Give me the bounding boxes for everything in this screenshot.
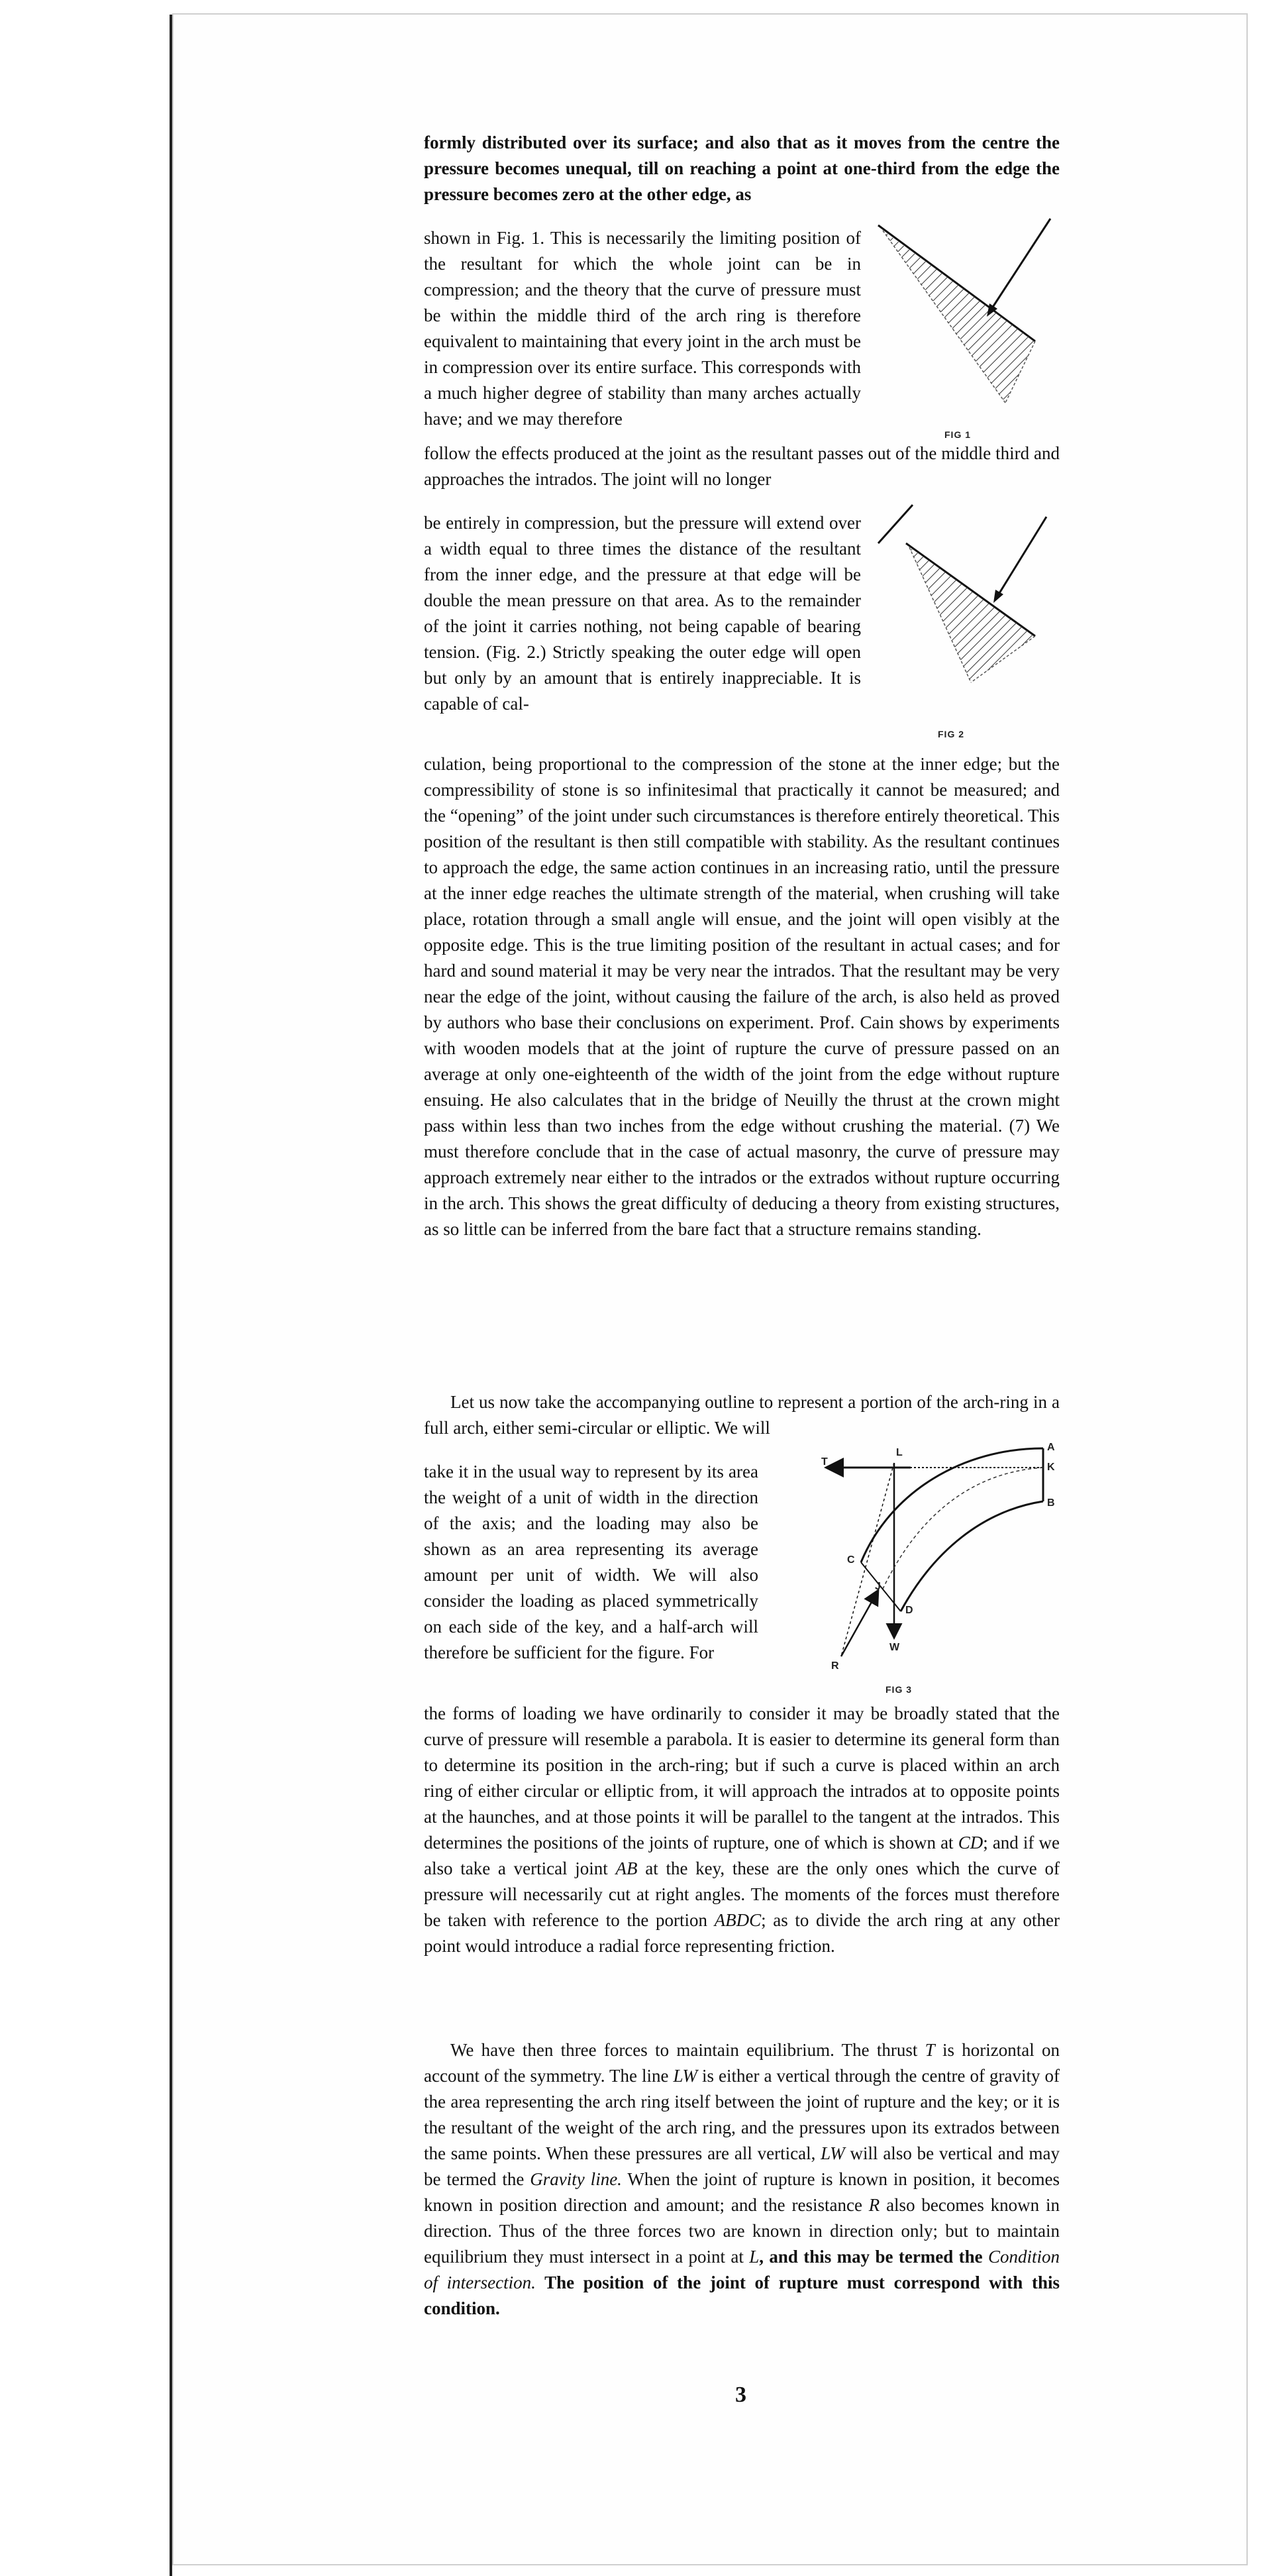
paragraph-3-g: , and this may be termed the (759, 2247, 988, 2267)
paragraph-1-mid (424, 441, 1060, 492)
figure-3-drawing (765, 1438, 1063, 1703)
figure-3-letter-j: J (875, 1581, 882, 1592)
left-margin-strip (0, 0, 172, 2576)
figure-2-label: FIG 2 (938, 729, 965, 739)
paragraph-3-d: will also be vertical and may be termed the (424, 2143, 1060, 2189)
paragraph-1-top-text: formly distributed over its surface; and also that as it moves from the centre the pressure becomes unequal, till on reaching a point at one-third from the edge the pressure becomes zero at the other edge, as (424, 133, 1060, 204)
figure-1-label: FIG 1 (944, 429, 972, 440)
figure-3-letter-d: D (905, 1605, 914, 1616)
figure-3-label: FIG 3 (885, 1684, 913, 1695)
figure-3-letter-b: B (1047, 1497, 1056, 1509)
paragraph-2-wrap-fig3 (424, 1441, 758, 1684)
paragraph-1-mid-text: follow the effects produced at the joint as the resultant passes out of the middle third and approaches the intrados. The joint will no longer (424, 443, 1060, 489)
paragraph-1-wrap-fig1 (424, 207, 861, 450)
page-number: 3 (735, 2383, 746, 2407)
paragraph-2-bottom-c: at the key, these are the only ones which the curve of pressure will necessarily cut at right angles. The moments of the forces must therefore be taken with reference to the portion (424, 1858, 1060, 1930)
paragraph-3 (424, 2037, 1060, 2322)
figure-3-letter-c: C (847, 1554, 856, 1566)
paragraph-1-top (424, 130, 1060, 207)
figure-3-letter-r: R (831, 1660, 840, 1672)
paragraph-3-e: When the joint of rupture is known in position, it becomes known in position direction and amount; and the resistance (424, 2169, 1060, 2215)
figure-3-letter-w: W (889, 1642, 901, 1653)
top-frame (170, 0, 1261, 15)
paragraph-2-bottom-b: ; and if we also take a vertical joint (424, 1833, 1060, 1878)
figure-2-drawing (873, 504, 1058, 729)
figure-3-letter-l: L (896, 1447, 903, 1458)
paragraph-3-b: is horizontal on account of the symmetry. The line (424, 2040, 1060, 2086)
paragraph-2-bottom-d: ; as to divide the arch ring at any other point would introduce a radial force representing friction. (424, 1910, 1060, 1956)
figure-3-letter-k: K (1047, 1462, 1056, 1473)
figure-3-letter-t: T (821, 1456, 829, 1468)
paragraph-3-f: also becomes known in direction. Thus of the three forces two are known in direction only; but to maintain equilibrium they must intersect in a point at (424, 2195, 1060, 2267)
symbol-t: T (925, 2040, 935, 2060)
symbol-r: R (868, 2195, 880, 2215)
term-condition-of-intersection: Condition of intersection. (424, 2247, 1060, 2292)
paragraph-2-top (424, 1389, 1060, 1441)
figure-3-letter-a: A (1047, 1442, 1056, 1453)
paragraph-2-bottom (424, 1701, 1060, 1959)
paragraph-3-c: is either a vertical through the centre of gravity of the area representing the arch ring itself between the joint of rupture and the key; or it is the resultant of the weight of the arch ring, and the pressures upon its extrados between the same points. When these pressures are all vertical, (424, 2066, 1060, 2163)
paragraph-2-bottom-a: the forms of loading we have ordinarily to consider it may be broadly stated that the curve of pressure will resemble a parabola. It is easier to determine its general form than to determine its position in the arch-ring; but if such a curve is placed within an arch ring of either circular or elliptic from, it will approach the intrados at to opposite points at the haunches, and at those points it will be parallel to the tangent at the intrados. This determines the positions of the joints of rupture, one of which is shown at (424, 1703, 1060, 1852)
figure-1-drawing (873, 211, 1058, 436)
figure-1 (873, 211, 1058, 440)
paragraph-1-bottom (424, 751, 1060, 1242)
term-gravity-line: Gravity line. (530, 2169, 622, 2189)
paragraph-3-h: The position of the joint of rupture must correspond with this condition. (424, 2273, 1060, 2318)
figure-3 (765, 1438, 1063, 1703)
paragraph-1-wrap-fig2-text: be entirely in compression, but the pressure will extend over a width equal to three times the distance of the resultant from the inner edge, and the pressure at that edge will be double the mean pressure on that area. As to the remainder of the joint it carries nothing, not being capable of bearing tension. (Fig. 2.) Strictly speaking the outer edge will open but only by an amount that is entirely inappreciable. It is capable of cal- (424, 513, 861, 714)
symbol-lw: LW (673, 2066, 698, 2086)
paragraph-1-wrap-fig1-text: shown in Fig. 1. This is necessarily the limiting position of the resultant for which the whole joint can be in compression; and the theory that the curve of pressure must be within the middle third of the arch ring is therefore equivalent to maintaining that every joint in the arch must be in compression over its entire surface. This corresponds with a much higher degree of stability than many arches actually have; and we may therefore (424, 228, 861, 429)
symbol-abdc: ABDC (714, 1910, 762, 1930)
paragraph-2-bottom-text (424, 1701, 1060, 1959)
symbol-lw-2: LW (821, 2143, 845, 2163)
figure-2 (873, 504, 1058, 739)
paragraph-2-wrap-fig3-text: take it in the usual way to represent by its area the weight of a unit of width in the direction of the axis; and the loading may also be shown as an area representing its average amount per unit of width. We will also consider the loading as placed symmetrically on each side of the key, and a half-arch will therefore be sufficient for the figure. For (424, 1462, 758, 1662)
paragraph-1-wrap-fig2 (424, 492, 861, 735)
symbol-ab: AB (615, 1858, 638, 1878)
paragraph-2-top-text: Let us now take the accompanying outline to represent a portion of the arch-ring in a full arch, either semi-circular or elliptic. We will (424, 1392, 1060, 1438)
paragraph-3-a: We have then three forces to maintain equilibrium. The thrust (450, 2040, 925, 2060)
symbol-l: L (749, 2247, 760, 2267)
paragraph-3-text (424, 2037, 1060, 2322)
paragraph-1-bottom-text: culation, being proportional to the compression of the stone at the inner edge; but the compressibility of stone is so infinitesimal that practically it cannot be measured; and the “opening” of the joint under such circumstances is therefore entirely theoretical. This position of the resultant is then still compatible with stability. As the resultant continues to approach the edge, the same action continues in an increasing ratio, until the pressure at the inner edge reaches the ultimate strength of the material, when crushing will take place, rotation through a small angle will ensue, and the joint will open visibly at the opposite edge. This is the true limiting position of the resultant in actual cases; and for hard and sound material it may be very near the intrados. That the resultant may be very near the edge of the joint, without causing the failure of the arch, is also held as proved by authors who base their conclusions on experiment. Prof. Cain shows by experiments with wooden models that at the joint of rupture the curve of pressure passed on an average at only one-eighteenth of the width of the joint from the edge without rupture ensuing. He also calculates that in the bridge of Neuilly the thrust at the crown might pass within less than two inches from the edge without crushing the material. (7) We must therefore conclude that in the case of actual masonry, the curve of pressure may approach extremely near either to the intrados or the extrados without rupture occurring in the arch. This shows the great difficulty of deducing a theory from existing structures, as so little can be inferred from the bare fact that a structure remains standing. (424, 754, 1060, 1239)
symbol-cd: CD (958, 1833, 984, 1852)
